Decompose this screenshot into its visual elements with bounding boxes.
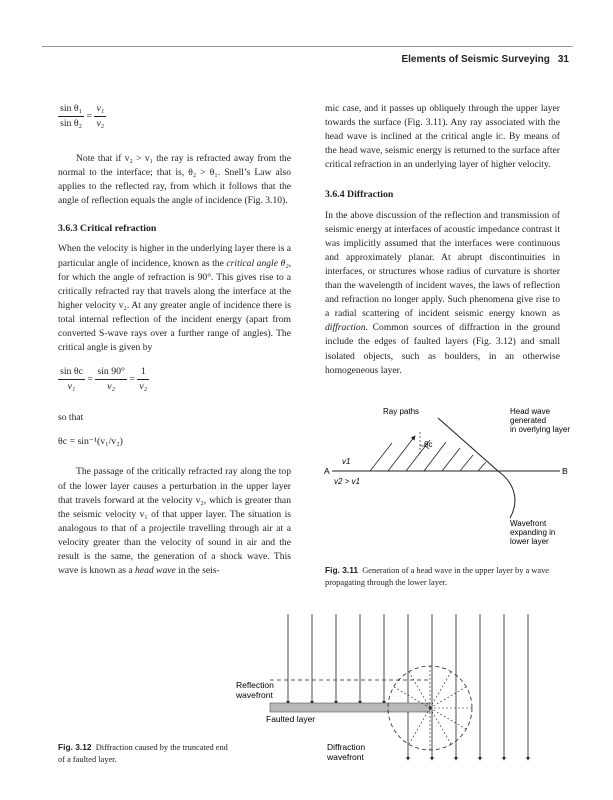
right-column — [325, 102, 560, 378]
fig311-label-head-wave-3: in overlying layer — [510, 425, 571, 434]
diffraction-text-b: . Common sources of diffraction in the ground include the edges of faulted layers (Fig. 3.12) and small isolated objects, such as boulders, in an otherwise homogeneous layer. — [325, 322, 560, 376]
fig312-caption-label: Fig. 3.12 — [58, 742, 92, 752]
fig312-label-reflection-1: Reflection — [236, 680, 274, 690]
diffraction-text-a: In the above discussion of the reflection and transmission of seismic energy at interfaces of acoustic impedance contrast it was implicitly assumed that the interfaces were continuous and approximately planar. At abrupt discontinuities in interfaces, or structures whose radius of curvature is shorter than the wavelength of incident waves, the laws of reflection and refraction no longer apply. Such phenomena give rise to a radial scattering of incident seismic energy known as — [325, 209, 560, 320]
eq1-den-left: sin θ₂ — [60, 118, 82, 130]
left-column — [58, 102, 291, 578]
p3-text-b: in the seis- — [175, 565, 220, 577]
fig312-label-diffraction-1: Diffraction — [327, 742, 366, 752]
eq1-num-right: v₁ — [94, 102, 106, 117]
fig311-caption-text: Generation of a head wave in the upper layer by a wave propagating through the lower layer. — [325, 566, 549, 587]
fig312-label-diffraction-2: wavefront — [327, 752, 364, 762]
eq2-c-num: 1 — [137, 365, 149, 380]
fig312-faulted-layer — [270, 703, 430, 712]
critical-angle-equation — [58, 365, 291, 399]
fig311-label-head-wave-1: Head wave — [510, 407, 551, 416]
fig311-label-v1: v1 — [342, 457, 351, 466]
diffraction-term: diffraction — [325, 322, 366, 334]
p2-text-b: , for which the angle of refraction is 90°. This gives rise to a critically refracted ray that travels along the interface at the higher velocity v₂. At any greater angle of incidence there is total internal reflection of the incident energy (apart from converted S-wave rays over a further range of angles). The critical angle is given by — [58, 257, 291, 354]
fig311-label-a: A — [324, 466, 330, 476]
eq2-equals-2: = — [129, 374, 135, 386]
figure-3-12-diffraction — [236, 610, 570, 770]
figure-3-11-caption — [325, 564, 560, 589]
fig311-caption-label: Fig. 3.11 — [325, 565, 359, 575]
p2-term-critical-angle: critical angle θ₂ — [226, 257, 289, 269]
paragraph-diffraction — [325, 209, 560, 378]
header-rule — [42, 46, 573, 47]
paragraph-head-wave-continued: mic case, and it passes up obliquely through the upper layer towards the surface (Fig. 3.11). Any ray associated with the head wave is inclined at the critical angle iᴄ. By means of the head wave, seismic energy is returned to the surface after critical refraction in an underlying layer of higher velocity. — [325, 103, 560, 171]
p3-term-head-wave: head wave — [135, 565, 176, 577]
eq2-equals-1: = — [87, 374, 93, 386]
paragraph-critical-refraction — [58, 242, 291, 355]
inverse-sine-equation: θc = sin⁻¹(v₁/v₂) — [58, 436, 123, 448]
so-that-text: so that — [58, 412, 84, 424]
fig311-lower-wavefront — [498, 471, 515, 518]
heading-critical-refraction: 3.6.3 Critical refraction — [58, 223, 157, 235]
fig312-label-faulted-layer: Faulted layer — [266, 714, 316, 724]
paragraph-snell-note: Note that if v₂ > v₁ the ray is refracted away from the normal to the interface; that is, θ₂ > θ₁. Snell’s Law also applies to the reflected ray, from which it follows that the angle of reflection equals the angle of incidence (Fig. 3.10). — [58, 153, 291, 207]
figure-3-12-caption — [58, 741, 228, 766]
fig311-head-wavefront — [438, 418, 498, 471]
fig311-label-theta-c: θc — [424, 440, 433, 449]
figure-3-11-head-wave — [320, 400, 570, 558]
p2-text-a: When the velocity is higher in the underlying layer there is a particular angle of incidence, known as the — [58, 243, 291, 269]
running-head — [401, 54, 569, 65]
fig312-label-reflection-2: wavefront — [236, 690, 273, 700]
fig312-caption-text: Diffraction caused by the truncated end of a faulted layer. — [58, 743, 228, 764]
snell-equation — [58, 102, 291, 140]
fig311-label-wavefront-3: lower layer — [510, 537, 549, 546]
fig311-label-wavefront-1: Wavefront — [510, 519, 547, 528]
eq2-a-num: sin θc — [58, 365, 85, 380]
paragraph-head-wave — [58, 465, 291, 578]
fig312-incident-rays — [288, 614, 528, 760]
eq2-b-den: v₂ — [107, 381, 116, 393]
eq1-equals: = — [86, 110, 92, 122]
eq1-den-right: v₂ — [96, 118, 105, 130]
eq2-b-num: sin 90° — [95, 365, 127, 380]
fig311-label-v2-gt-v1: v2 > v1 — [334, 477, 361, 486]
page-number: 31 — [557, 54, 569, 65]
fig311-label-wavefront-2: expanding in — [510, 528, 556, 537]
fig311-label-ray-paths: Ray paths — [383, 407, 420, 416]
fig311-label-b: B — [562, 466, 568, 476]
heading-diffraction: 3.6.4 Diffraction — [325, 189, 394, 201]
eq1-num-left: sin θ₁ — [58, 102, 84, 117]
running-title: Elements of Seismic Surveying — [401, 54, 550, 65]
p3-text-a: The passage of the critically refracted ray along the top of the lower layer causes a perturbation in the upper layer that travels forward at the velocity v₂, which is greater than the seismic velocity v₁ of that upper layer. The situation is analogous to that of a projectile travelling through air at a velocity greater than the velocity of sound in air and the result is the same, the generation of a shock wave. This wave is known as a — [58, 466, 291, 577]
eq2-c-den: v₂ — [139, 381, 148, 393]
fig311-label-head-wave-2: generated — [510, 416, 547, 425]
eq2-a-den: v₁ — [67, 381, 76, 393]
